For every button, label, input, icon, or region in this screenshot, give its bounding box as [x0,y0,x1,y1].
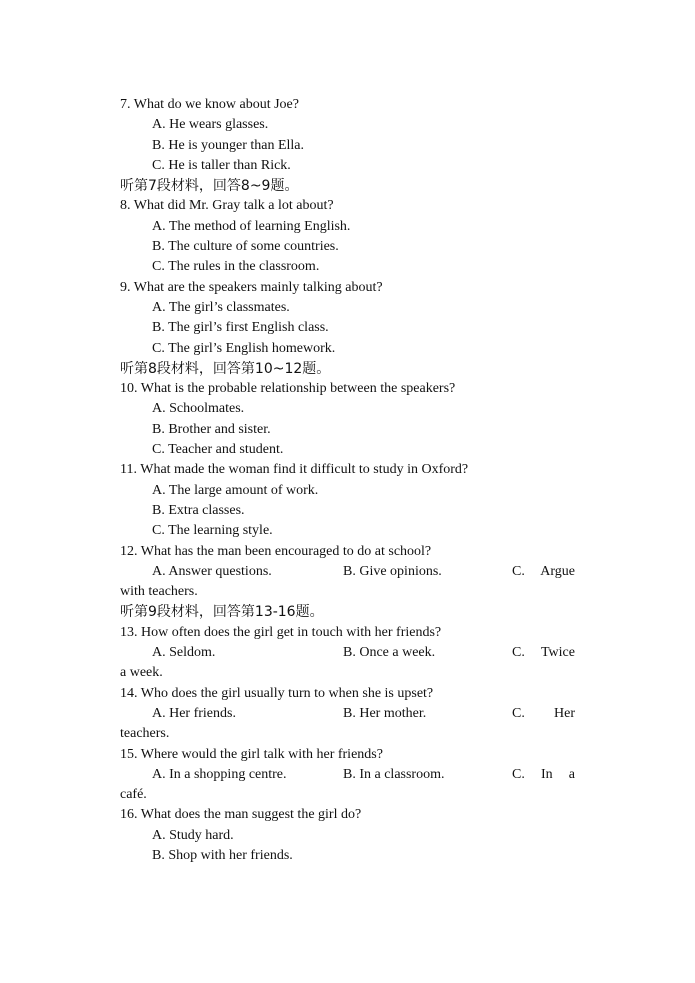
question-11-option-a: A. The large amount of work. [152,482,319,498]
question-14-option-b: B. Her mother. [343,705,427,721]
question-15-option-c-wrap: café. [120,787,147,803]
question-8-option-b: B. The culture of some countries. [152,239,339,255]
question-12-option-c-word: Argue [540,563,575,579]
question-14-option-c [512,704,575,724]
question-12-option-b: B. Give opinions. [343,563,442,579]
question-13-option-a: A. Seldom. [152,645,216,661]
question-11-option-c: C. The learning style. [152,523,273,539]
question-15-option-b: B. In a classroom. [343,766,445,782]
question-11-stem: 11. What made the woman find it difficult to study in Oxford? [120,462,469,478]
question-14-option-a: A. Her friends. [152,705,236,721]
question-12-option-c [512,562,575,582]
question-13-option-c-letter: C. [512,645,525,661]
question-7-option-c: C. He is taller than Rick. [152,157,291,173]
question-15-option-c [512,765,575,785]
question-14-option-c-letter: C. [512,705,525,721]
question-15-stem: 15. Where would the girl talk with her friends? [120,746,383,762]
section-8-heading: 听第8段材料，回答第10~12题。 [120,360,331,377]
question-14-options-row [120,704,575,724]
question-14-option-c-word: Her [554,705,575,721]
question-8-option-c: C. The rules in the classroom. [152,259,320,275]
question-15-options-row [120,765,575,785]
section-9-heading: 听第9段材料，回答第13-16题。 [120,604,324,621]
question-12-option-a: A. Answer questions. [152,563,272,579]
question-13-options-row [120,643,575,663]
question-10-stem: 10. What is the probable relationship between the speakers? [120,381,456,397]
question-9-option-c: C. The girl’s English homework. [152,340,336,356]
question-7-stem: 7. What do we know about Joe? [120,97,299,112]
question-8-option-a: A. The method of learning English. [152,218,351,234]
question-10-option-c: C. Teacher and student. [152,442,284,458]
question-10-option-a: A. Schoolmates. [152,401,245,417]
question-16-option-a: A. Study hard. [152,827,234,843]
question-16-option-b: B. Shop with her friends. [152,847,293,863]
question-9-stem: 9. What are the speakers mainly talking about? [120,279,383,295]
question-13-stem: 13. How often does the girl get in touch with her friends? [120,624,442,640]
question-9-option-a: A. The girl’s classmates. [152,299,290,315]
question-12-option-c-wrap: with teachers. [120,584,198,600]
question-13-option-c [512,643,575,663]
question-12-option-c-letter: C. [512,563,525,579]
question-7-option-b: B. He is younger than Ella. [152,137,305,153]
question-15-option-c-word-1: In [540,766,553,782]
question-10-option-b: B. Brother and sister. [152,421,271,437]
question-16-stem: 16. What does the man suggest the girl do? [120,807,362,823]
question-9-option-b: B. The girl’s first English class. [152,320,329,336]
question-13-option-b: B. Once a week. [343,645,436,661]
question-list [120,95,575,866]
question-14-stem: 14. Who does the girl usually turn to when she is upset? [120,685,434,701]
question-12-options-row [120,562,575,582]
question-14-option-c-wrap: teachers. [120,726,170,742]
question-13-option-c-wrap: a week. [120,665,163,681]
question-13-option-c-word: Twice [540,645,575,661]
section-7-heading: 听第7段材料，回答8~9题。 [120,178,299,195]
question-11-option-b: B. Extra classes. [152,502,245,518]
question-15-option-a: A. In a shopping centre. [152,766,287,782]
question-7-option-a: A. He wears glasses. [152,117,269,133]
question-15-option-c-word-2: a [568,766,575,782]
question-15-option-c-letter: C. [512,766,525,782]
question-8-stem: 8. What did Mr. Gray talk a lot about? [120,198,334,214]
question-12-stem: 12. What has the man been encouraged to do at school? [120,543,432,559]
